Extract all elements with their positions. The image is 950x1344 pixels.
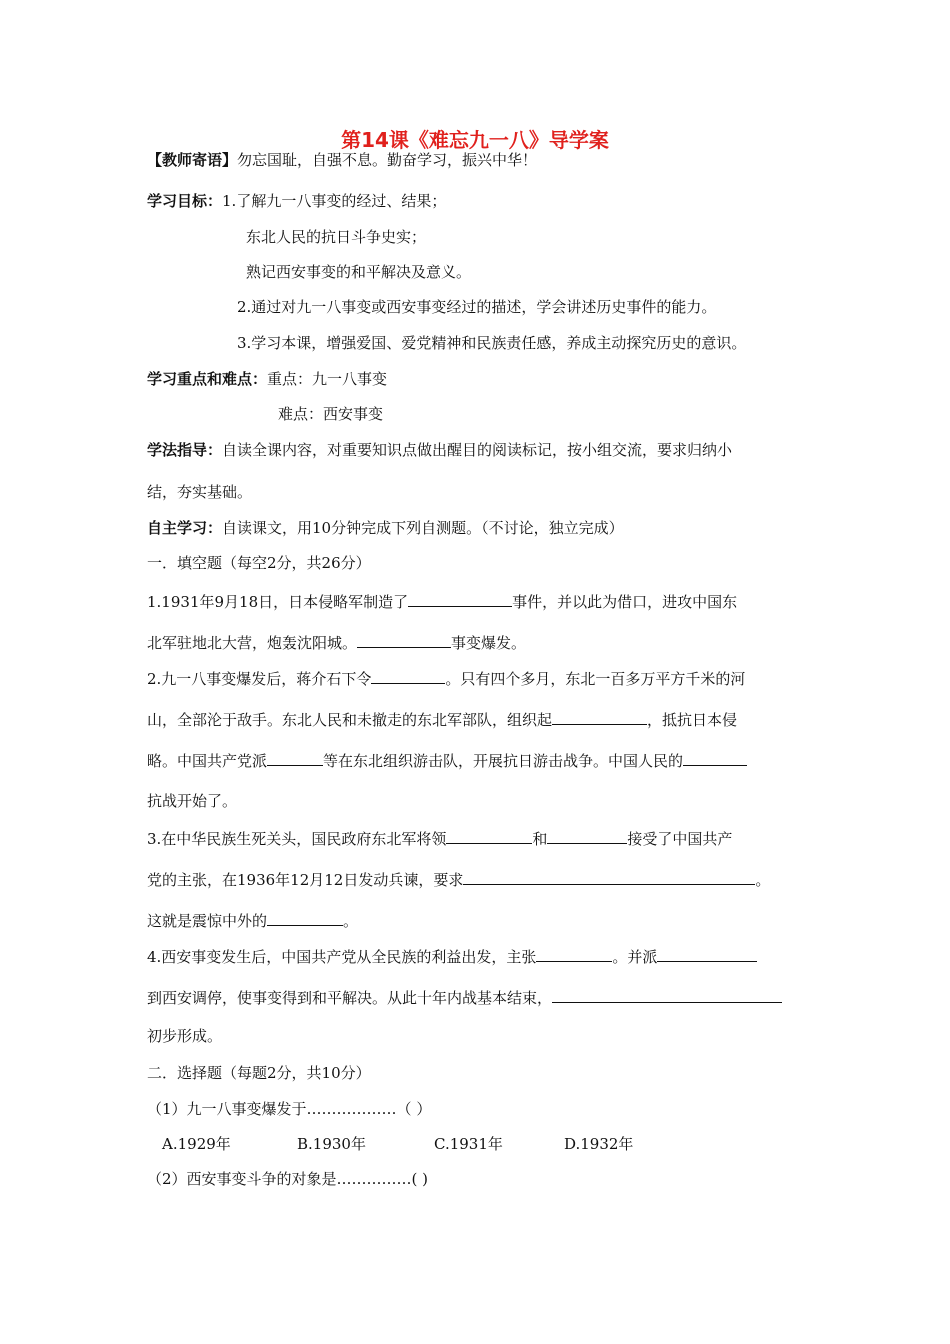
focus-label: 学习重点和难点：: [147, 370, 268, 388]
goal-1b: 东北人民的抗日斗争史实；: [246, 228, 427, 246]
answer-blank[interactable]: [552, 987, 782, 1003]
section-fill-blank: 一．填空题（每空2分，共26分）: [147, 554, 371, 572]
answer-blank[interactable]: [552, 709, 647, 725]
goal-1c: 熟记西安事变的和平解决及意义。: [246, 263, 472, 281]
self-text: 自读课文，用10分钟完成下列自测题。（不讨论，独立完成）: [222, 519, 624, 537]
answer-blank[interactable]: [657, 946, 757, 962]
page-title: 第14课《难忘九一八》导学案: [341, 128, 609, 152]
answer-blank[interactable]: [371, 668, 445, 684]
q4-text-c: 到西安调停，使事变得到和平解决。从此十年内战基本结束，: [147, 989, 553, 1007]
method-text-2: 结，夯实基础。: [147, 483, 253, 501]
self-label: 自主学习：: [147, 519, 223, 537]
question-2-line-2: [147, 709, 737, 730]
mc-option-a[interactable]: A.1929年: [162, 1135, 231, 1153]
q3-text-d: 党的主张，在1936年12月12日发动兵谏，要求: [147, 871, 464, 889]
q3-text-a: 3.在中华民族生死关头，国民政府东北军将领: [147, 830, 447, 848]
answer-blank[interactable]: [446, 828, 532, 844]
q2-text-e: 略。中国共产党派: [147, 752, 268, 770]
goals-line-1: [147, 191, 446, 211]
question-2-line-3: [147, 750, 747, 771]
section-multiple-choice: 二．选择题（每题2分，共10分）: [147, 1064, 371, 1082]
answer-blank[interactable]: [683, 750, 747, 766]
teacher-text: 勿忘国耻，自强不息。勤奋学习，振兴中华！: [237, 151, 538, 169]
mc-option-c[interactable]: C.1931年: [434, 1135, 503, 1153]
q3-text-e: 。: [755, 871, 771, 889]
goals-label: 学习目标：: [147, 192, 223, 210]
q2-text-b: 。只有四个多月，东北一百多万平方千米的河: [445, 670, 746, 688]
q2-text-d: ，抵抗日本侵: [647, 711, 738, 729]
method-label: 学法指导：: [147, 441, 223, 459]
question-3-line-3: [147, 910, 358, 931]
q1-text-d: 事变爆发。: [451, 634, 527, 652]
q3-text-c: 接受了中国共产: [627, 830, 733, 848]
q1-text-a: 1.1931年9月18日，日本侵略军制造了: [147, 593, 409, 611]
focus-key: 重点：九一八事变: [267, 370, 388, 388]
method-text-1: 自读全课内容，对重要知识点做出醒目的阅读标记，按小组交流，要求归纳小: [222, 441, 733, 459]
answer-blank[interactable]: [357, 632, 451, 648]
question-1-line-1: [147, 591, 737, 612]
mc-question-1-stem: （1）九一八事变爆发于………………（ ）: [147, 1100, 432, 1118]
mc-option-d[interactable]: D.1932年: [564, 1135, 634, 1153]
self-study-line: [147, 518, 624, 538]
q2-text-f: 等在东北组织游击队，开展抗日游击战争。中国人民的: [323, 752, 684, 770]
q3-text-g: 。: [343, 912, 359, 930]
question-2-line-4: 抗战开始了。: [147, 792, 238, 810]
question-4-line-1: [147, 946, 757, 967]
teacher-label: 【教师寄语】: [147, 151, 238, 169]
question-2-line-1: [147, 668, 745, 689]
goal-2: 2.通过对九一八事变或西安事变经过的描述，学会讲述历史事件的能力。: [237, 298, 717, 316]
goal-3: 3.学习本课，增强爱国、爱党精神和民族责任感，养成主动探究历史的意识。: [237, 334, 747, 352]
answer-blank[interactable]: [463, 869, 755, 885]
focus-hard: 难点：西安事变: [278, 405, 384, 423]
answer-blank[interactable]: [408, 591, 512, 607]
answer-blank[interactable]: [547, 828, 627, 844]
q2-text-a: 2.九一八事变爆发后，蒋介石下令: [147, 670, 372, 688]
answer-blank[interactable]: [267, 910, 343, 926]
answer-blank[interactable]: [536, 946, 612, 962]
question-3-line-2: [147, 869, 770, 890]
question-3-line-1: [147, 828, 732, 849]
q3-text-f: 这就是震惊中外的: [147, 912, 268, 930]
q4-text-a: 4.西安事变发生后，中国共产党从全民族的利益出发，主张: [147, 948, 537, 966]
goal-1: 1.了解九一八事变的经过、结果；: [222, 192, 447, 210]
q3-text-b: 和: [532, 830, 548, 848]
mc-question-2-stem: （2）西安事变斗争的对象是……………( ): [147, 1170, 429, 1188]
question-4-line-3: 初步形成。: [147, 1027, 223, 1045]
question-4-line-2: [147, 987, 782, 1008]
question-1-line-2: [147, 632, 526, 653]
focus-line: [147, 369, 387, 389]
q1-text-b: 事件，并以此为借口，进攻中国东: [512, 593, 738, 611]
method-line-1: [147, 440, 732, 460]
answer-blank[interactable]: [267, 750, 323, 766]
q1-text-c: 北军驻地北大营，炮轰沈阳城。: [147, 634, 358, 652]
q4-text-b: 。并派: [612, 948, 658, 966]
q2-text-c: 山，全部沦于敌手。东北人民和未撤走的东北军部队，组织起: [147, 711, 553, 729]
mc-option-b[interactable]: B.1930年: [297, 1135, 366, 1153]
teacher-message: [147, 150, 537, 170]
